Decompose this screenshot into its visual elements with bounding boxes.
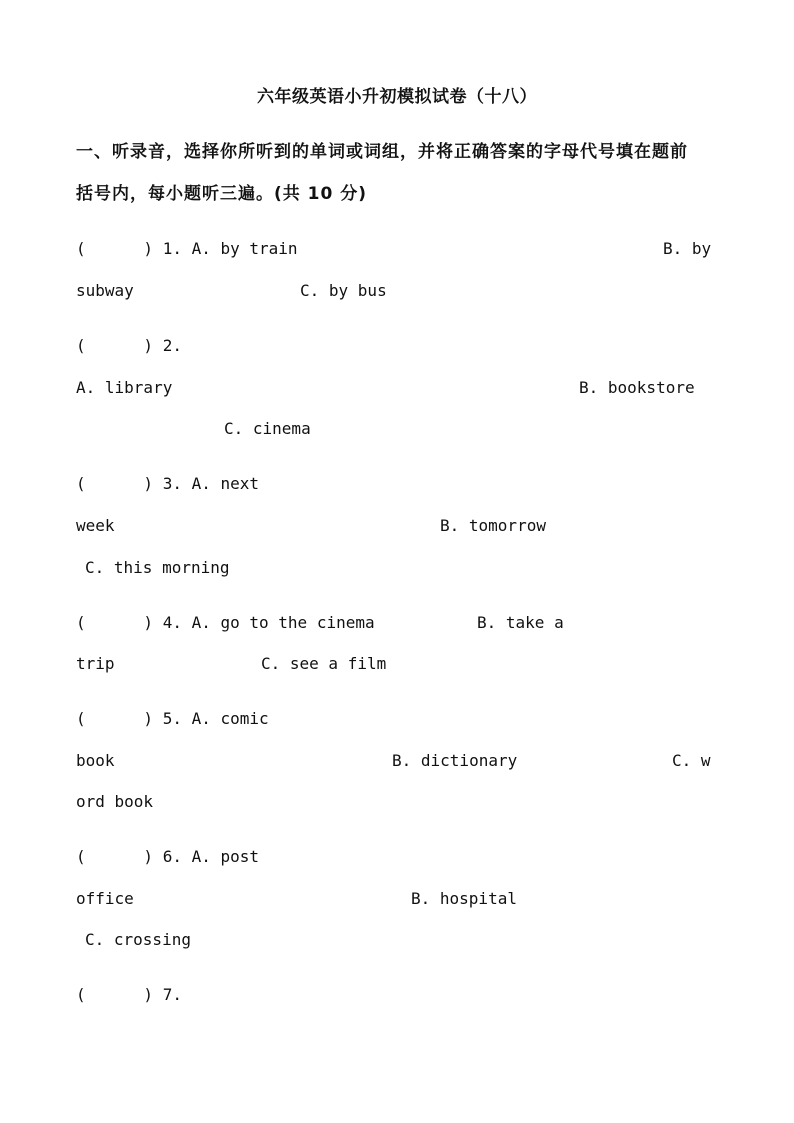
question-5-option-c: C. w [672,751,711,770]
question-2-option-c: C. cinema [224,419,311,438]
question-2-line: ( ) 2. [76,336,182,355]
section-instruction-line-1: 一、听录音，选择你所听到的单词或词组，并将正确答案的字母代号填在题前 [76,142,688,162]
question-4-option-c: C. see a film [261,654,387,673]
question-6-option-a-continued: office [76,889,134,908]
question-5-line: ( ) 5. A. comic [76,709,269,728]
question-6-option-b: B. hospital [411,889,517,908]
question-2-option-b: B. bookstore [579,378,695,397]
question-3-line: ( ) 3. A. next [76,474,260,493]
question-4-option-b-continued: trip [76,654,115,673]
question-5-option-a-continued: book [76,751,115,770]
question-6-line: ( ) 6. A. post [76,847,260,866]
question-3-option-a-continued: week [76,516,115,535]
question-6-option-c: C. crossing [85,930,191,949]
section-instruction-line-2: 括号内，每小题听三遍。(共 10 分) [76,184,368,204]
question-1-option-b: B. by [663,239,712,258]
question-4-line: ( ) 4. A. go to the cinema [76,613,375,632]
question-1-line: ( ) 1. A. by train [76,239,298,258]
question-7-line: ( ) 7. [76,985,182,1004]
question-5-option-c-continued: ord book [76,792,154,811]
page-title: 六年级英语小升初模拟试卷（十八） [257,87,537,107]
question-3-option-b: B. tomorrow [440,516,546,535]
question-1-option-b-continued: subway [76,281,134,300]
question-5-option-b: B. dictionary [392,751,518,770]
question-4-option-b: B. take a [477,613,564,632]
question-2-option-a: A. library [76,378,173,397]
question-1-option-c: C. by bus [300,281,387,300]
question-3-option-c: C. this morning [85,558,230,577]
